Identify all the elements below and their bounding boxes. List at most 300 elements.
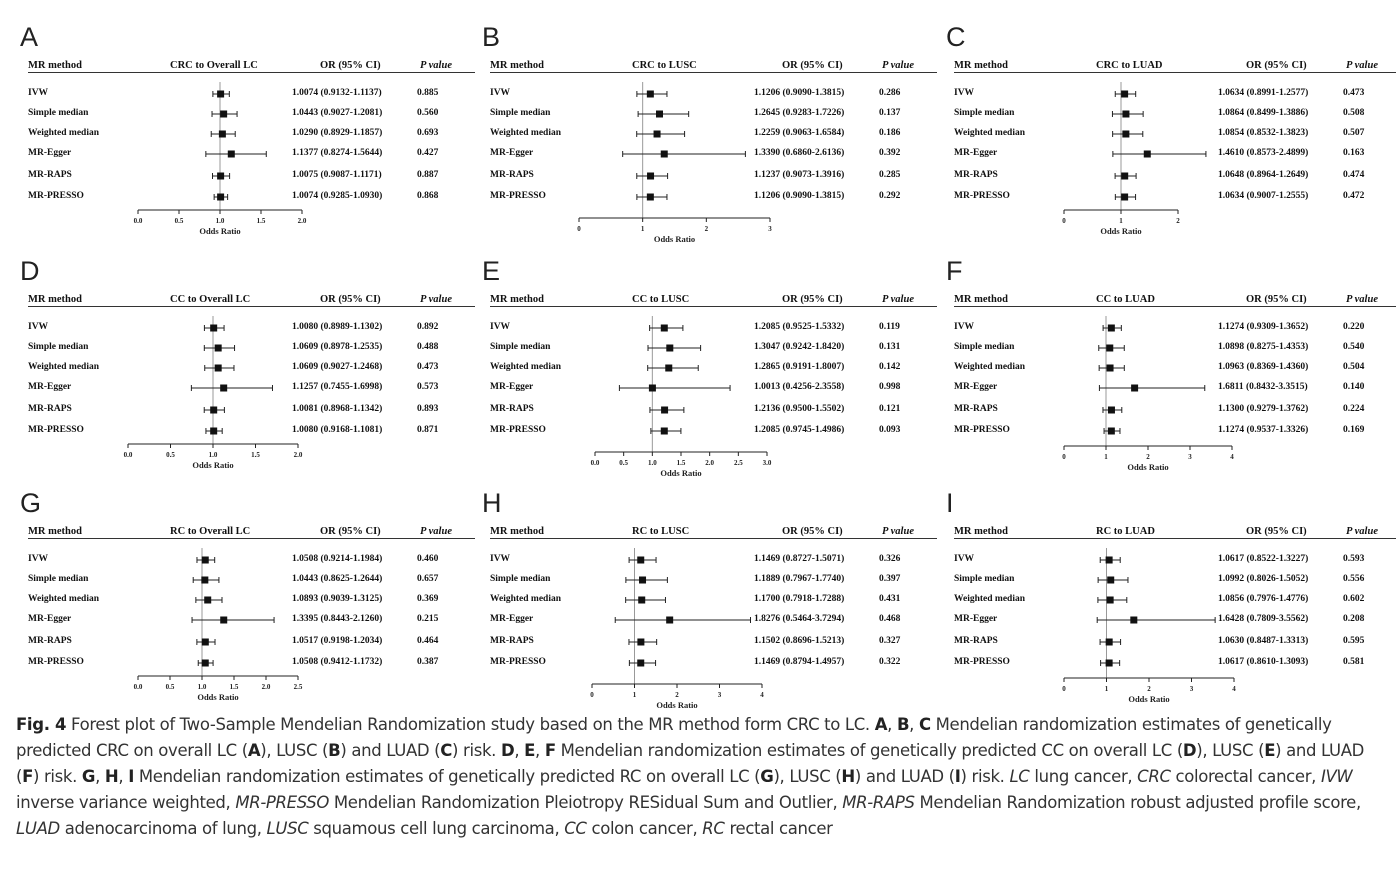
- header-or-ci: OR (95% CI): [1246, 60, 1307, 71]
- or-ci-value: 1.0074 (0.9132-1.1137): [292, 88, 382, 98]
- method-name: MR-RAPS: [954, 170, 998, 180]
- p-value: 0.285: [879, 170, 901, 180]
- method-name: MR-PRESSO: [490, 425, 546, 435]
- or-ci-value: 1.2085 (0.9525-1.5332): [754, 322, 845, 332]
- method-name: MR-PRESSO: [28, 657, 84, 667]
- or-ci-value: 1.8276 (0.5464-3.7294): [754, 614, 845, 624]
- or-ci-value: 1.0508 (0.9214-1.1984): [292, 554, 383, 564]
- method-name: Simple median: [954, 574, 1015, 584]
- p-value: 0.657: [417, 574, 439, 584]
- x-tick-label: 3: [768, 225, 772, 233]
- x-axis-label: Odds Ratio: [192, 460, 234, 470]
- caption-segment: CRC: [1137, 767, 1171, 786]
- caption-segment: colorectal cancer,: [1170, 767, 1321, 786]
- method-name: Simple median: [28, 574, 89, 584]
- forest-panel-i: [946, 488, 1396, 713]
- header-or-ci: OR (95% CI): [1246, 294, 1307, 305]
- x-tick-label: 1.5: [251, 451, 260, 459]
- or-ci-value: 1.0617 (0.8610-1.3093): [1218, 657, 1309, 667]
- method-name: IVW: [954, 322, 975, 332]
- p-value: 0.593: [1343, 554, 1365, 564]
- or-point: [210, 428, 217, 435]
- header-title: CC to LUSC: [632, 294, 690, 305]
- caption-segment: ) and LUAD (: [340, 741, 441, 760]
- caption-segment: LUAD: [16, 819, 60, 838]
- header-title: RC to LUAD: [1096, 526, 1155, 537]
- caption-segment: ), LUSC (: [773, 767, 842, 786]
- header-method: MR method: [490, 60, 544, 71]
- or-ci-value: 1.0617 (0.8522-1.3227): [1218, 554, 1309, 564]
- or-ci-value: 1.0992 (0.8026-1.5052): [1218, 574, 1309, 584]
- p-value: 0.488: [417, 342, 439, 352]
- p-value: 0.369: [417, 594, 439, 604]
- caption-segment: lung cancer,: [1029, 767, 1138, 786]
- header-p-value: P value: [1346, 526, 1378, 537]
- or-ci-value: 1.0634 (0.8991-1.2577): [1218, 88, 1309, 98]
- method-name: MR-Egger: [490, 148, 534, 158]
- x-tick-label: 0.5: [166, 451, 175, 459]
- x-tick-label: 0.0: [133, 683, 143, 691]
- caption-segment: RC: [702, 819, 725, 838]
- or-point: [1106, 639, 1113, 646]
- method-name: Weighted median: [490, 594, 561, 604]
- method-name: MR-Egger: [954, 148, 998, 158]
- header-p-value: P value: [882, 60, 914, 71]
- x-axis-label: Odds Ratio: [199, 226, 241, 236]
- or-ci-value: 1.1889 (0.7967-1.7740): [754, 574, 845, 584]
- header-method: MR method: [954, 294, 1008, 305]
- or-ci-value: 1.6811 (0.8432-3.3515): [1218, 382, 1308, 392]
- or-ci-value: 1.0443 (0.9027-1.2081): [292, 108, 383, 118]
- or-ci-value: 1.1274 (0.9309-1.3652): [1218, 322, 1309, 332]
- p-value: 0.507: [1343, 128, 1365, 138]
- or-point: [1107, 597, 1114, 604]
- p-value: 0.885: [417, 88, 439, 98]
- forest-plot: [20, 488, 475, 713]
- caption-segment: ), LUSC (: [1196, 741, 1265, 760]
- or-ci-value: 1.0630 (0.8487-1.3313): [1218, 636, 1309, 646]
- or-point: [638, 597, 645, 604]
- p-value: 0.892: [417, 322, 439, 332]
- p-value: 0.460: [417, 554, 439, 564]
- x-tick-label: 4: [760, 691, 764, 699]
- method-name: MR-RAPS: [28, 636, 72, 646]
- or-point: [666, 345, 673, 352]
- method-name: IVW: [490, 322, 511, 332]
- or-point: [201, 577, 208, 584]
- method-name: MR-PRESSO: [490, 191, 546, 201]
- method-name: IVW: [490, 88, 511, 98]
- x-tick-label: 1.5: [676, 459, 686, 467]
- or-ci-value: 1.2136 (0.9500-1.5502): [754, 404, 845, 414]
- p-value: 0.472: [1343, 191, 1365, 201]
- or-point: [1106, 557, 1113, 564]
- method-name: Weighted median: [28, 128, 99, 138]
- or-ci-value: 1.0898 (0.8275-1.4353): [1218, 342, 1309, 352]
- p-value: 0.142: [879, 362, 901, 372]
- caption-segment: A: [247, 741, 261, 760]
- or-ci-value: 1.0963 (0.8369-1.4360): [1218, 362, 1309, 372]
- caption-segment: Mendelian randomization estimates of genetically predicted CRC on overall LC (: [16, 715, 1332, 760]
- forest-plot: [20, 256, 475, 481]
- method-name: MR-RAPS: [954, 404, 998, 414]
- method-name: IVW: [490, 554, 511, 564]
- x-tick-label: 1: [632, 691, 637, 699]
- panel-letter: H: [482, 488, 502, 518]
- x-tick-label: 1: [1104, 453, 1108, 461]
- x-tick-label: 2: [704, 225, 709, 233]
- or-point: [217, 91, 224, 98]
- x-tick-label: 1.0: [647, 459, 657, 467]
- or-point: [1121, 194, 1128, 201]
- x-axis-label: Odds Ratio: [660, 468, 702, 478]
- method-name: MR-PRESSO: [954, 425, 1010, 435]
- method-name: MR-RAPS: [490, 170, 534, 180]
- header-or-ci: OR (95% CI): [320, 526, 381, 537]
- or-point: [217, 194, 224, 201]
- or-point: [639, 577, 646, 584]
- p-value: 0.868: [417, 191, 439, 201]
- or-ci-value: 1.0856 (0.7976-1.4776): [1218, 594, 1309, 604]
- p-value: 0.474: [1343, 170, 1365, 180]
- x-tick-label: 2: [675, 691, 679, 699]
- caption-segment: H: [104, 767, 119, 786]
- or-point: [217, 173, 224, 180]
- caption-segment: inverse variance weighted,: [16, 793, 236, 812]
- caption-segment: F: [544, 741, 556, 760]
- or-ci-value: 1.0609 (0.9027-1.2468): [292, 362, 383, 372]
- method-name: Weighted median: [954, 362, 1025, 372]
- forest-panel-f: [946, 256, 1396, 481]
- caption-segment: ) risk.: [960, 767, 1010, 786]
- or-point: [666, 617, 673, 624]
- x-tick-label: 2: [1146, 453, 1150, 461]
- or-point: [654, 131, 661, 138]
- or-point: [661, 325, 668, 332]
- x-tick-label: 3: [1189, 685, 1194, 693]
- p-value: 0.560: [417, 108, 439, 118]
- caption-segment: ) and LUAD (: [16, 741, 1365, 786]
- p-value: 0.119: [879, 322, 900, 332]
- forest-panel-h: [482, 488, 937, 713]
- header-method: MR method: [490, 526, 544, 537]
- header-title: RC to LUSC: [632, 526, 690, 537]
- or-point: [202, 660, 209, 667]
- method-name: Weighted median: [954, 128, 1025, 138]
- p-value: 0.169: [1343, 425, 1365, 435]
- x-tick-label: 3: [1188, 453, 1192, 461]
- p-value: 0.504: [1343, 362, 1365, 372]
- x-tick-label: 2.0: [705, 459, 715, 467]
- or-ci-value: 1.0648 (0.8964-1.2649): [1218, 170, 1309, 180]
- caption-segment: B: [896, 715, 910, 734]
- panel-letter: I: [946, 488, 954, 518]
- or-point: [637, 660, 644, 667]
- method-name: MR-Egger: [490, 382, 534, 392]
- p-value: 0.121: [879, 404, 901, 414]
- p-value: 0.473: [1343, 88, 1365, 98]
- x-tick-label: 1: [1119, 217, 1123, 225]
- method-name: MR-PRESSO: [954, 191, 1010, 201]
- caption-segment: Mendelian Randomization robust adjusted profile score,: [914, 793, 1361, 812]
- method-name: IVW: [28, 322, 49, 332]
- p-value: 0.431: [879, 594, 901, 604]
- panel-letter: E: [482, 256, 501, 286]
- x-tick-label: 1.5: [229, 683, 239, 691]
- x-tick-label: 0.0: [123, 451, 133, 459]
- x-tick-label: 0.0: [590, 459, 600, 467]
- p-value: 0.556: [1343, 574, 1365, 584]
- header-p-value: P value: [882, 526, 914, 537]
- method-name: Simple median: [28, 108, 89, 118]
- header-method: MR method: [28, 60, 82, 71]
- or-ci-value: 1.1206 (0.9090-1.3815): [754, 191, 845, 201]
- p-value: 0.392: [879, 148, 901, 158]
- or-point: [661, 428, 668, 435]
- or-point: [661, 407, 668, 414]
- caption-segment: MR-RAPS: [842, 793, 915, 812]
- or-point: [637, 557, 644, 564]
- caption-segment: G: [81, 767, 96, 786]
- or-point: [202, 639, 209, 646]
- caption-segment: I: [128, 767, 134, 786]
- or-ci-value: 1.0075 (0.9087-1.1171): [292, 170, 382, 180]
- forest-plot: [482, 22, 937, 247]
- or-point: [219, 131, 226, 138]
- x-tick-label: 3.0: [762, 459, 772, 467]
- or-ci-value: 1.3390 (0.6860-2.6136): [754, 148, 845, 158]
- caption-segment: Mendelian randomization estimates of genetically predicted RC on overall LC (: [133, 767, 761, 786]
- forest-plot: [482, 488, 937, 713]
- header-p-value: P value: [1346, 60, 1378, 71]
- or-ci-value: 1.1502 (0.8696-1.5213): [754, 636, 845, 646]
- method-name: MR-RAPS: [954, 636, 998, 646]
- p-value: 0.573: [417, 382, 439, 392]
- forest-panel-g: [20, 488, 475, 713]
- or-point: [220, 111, 227, 118]
- method-name: Simple median: [954, 342, 1015, 352]
- or-ci-value: 1.0443 (0.8625-1.2644): [292, 574, 383, 584]
- caption-segment: ,: [887, 715, 897, 734]
- method-name: MR-PRESSO: [28, 425, 84, 435]
- or-ci-value: 1.2865 (0.9191-1.8007): [754, 362, 845, 372]
- p-value: 0.871: [417, 425, 439, 435]
- or-ci-value: 1.0609 (0.8978-1.2535): [292, 342, 383, 352]
- x-axis-label: Odds Ratio: [197, 692, 239, 702]
- forest-plot: [946, 488, 1396, 713]
- or-point: [1131, 385, 1138, 392]
- or-point: [1121, 91, 1128, 98]
- caption-segment: adenocarcinoma of lung,: [59, 819, 267, 838]
- caption-segment: colon cancer,: [586, 819, 703, 838]
- or-ci-value: 1.1237 (0.9073-1.3916): [754, 170, 845, 180]
- method-name: MR-Egger: [954, 382, 998, 392]
- p-value: 0.893: [417, 404, 439, 414]
- or-ci-value: 1.0508 (0.9412-1.1732): [292, 657, 383, 667]
- x-tick-label: 1.0: [197, 683, 207, 691]
- or-ci-value: 1.3395 (0.8443-2.1260): [292, 614, 383, 624]
- x-tick-label: 3: [717, 691, 722, 699]
- caption-segment: Forest plot of Two-Sample Mendelian Randomization study based on the MR method form CRC to LC.: [66, 715, 875, 734]
- p-value: 0.208: [1343, 614, 1365, 624]
- or-ci-value: 1.1257 (0.7455-1.6998): [292, 382, 383, 392]
- x-tick-label: 0.5: [174, 217, 184, 225]
- method-name: MR-Egger: [28, 148, 72, 158]
- method-name: MR-Egger: [28, 382, 72, 392]
- caption-segment: E: [1264, 741, 1276, 760]
- method-name: MR-Egger: [490, 614, 534, 624]
- method-name: MR-PRESSO: [28, 191, 84, 201]
- header-title: CC to LUAD: [1096, 294, 1155, 305]
- or-ci-value: 1.1206 (0.9090-1.3815): [754, 88, 845, 98]
- or-point: [210, 407, 217, 414]
- or-ci-value: 1.2259 (0.9063-1.6584): [754, 128, 845, 138]
- x-tick-label: 1: [640, 225, 645, 233]
- method-name: Simple median: [490, 108, 551, 118]
- p-value: 0.286: [879, 88, 901, 98]
- p-value: 0.163: [1343, 148, 1365, 158]
- caption-segment: ) risk.: [33, 767, 82, 786]
- method-name: MR-PRESSO: [954, 657, 1010, 667]
- forest-plot: [946, 22, 1396, 247]
- or-point: [649, 385, 656, 392]
- or-ci-value: 1.0074 (0.9285-1.0930): [292, 191, 383, 201]
- method-name: MR-RAPS: [490, 636, 534, 646]
- or-ci-value: 1.0081 (0.8968-1.1342): [292, 404, 383, 414]
- x-tick-label: 1.0: [215, 217, 225, 225]
- or-ci-value: 1.0517 (0.9198-1.2034): [292, 636, 383, 646]
- method-name: MR-RAPS: [28, 404, 72, 414]
- p-value: 0.427: [417, 148, 439, 158]
- p-value: 0.387: [417, 657, 439, 667]
- p-value: 0.581: [1343, 657, 1365, 667]
- p-value: 0.215: [417, 614, 439, 624]
- or-ci-value: 1.1469 (0.8727-1.5071): [754, 554, 845, 564]
- p-value: 0.131: [879, 342, 901, 352]
- or-ci-value: 1.0290 (0.8929-1.1857): [292, 128, 383, 138]
- x-tick-label: 2.0: [293, 451, 303, 459]
- or-ci-value: 1.0634 (0.9007-1.2555): [1218, 191, 1309, 201]
- panel-letter: F: [946, 256, 963, 286]
- panel-letter: B: [482, 22, 501, 52]
- caption-segment: ,: [118, 767, 129, 786]
- p-value: 0.186: [879, 128, 901, 138]
- or-point: [1108, 325, 1115, 332]
- header-method: MR method: [28, 526, 82, 537]
- method-name: Weighted median: [490, 362, 561, 372]
- x-tick-label: 4: [1230, 453, 1234, 461]
- header-p-value: P value: [420, 294, 452, 305]
- x-tick-label: 0.5: [165, 683, 175, 691]
- caption-segment: IVW: [1320, 767, 1353, 786]
- caption-segment: ,: [909, 715, 919, 734]
- caption-segment: B: [328, 741, 341, 760]
- or-point: [1121, 173, 1128, 180]
- p-value: 0.322: [879, 657, 901, 667]
- header-or-ci: OR (95% CI): [320, 294, 381, 305]
- caption-segment: ) risk.: [452, 741, 501, 760]
- or-point: [1106, 345, 1113, 352]
- p-value: 0.397: [879, 574, 901, 584]
- header-or-ci: OR (95% CI): [320, 60, 381, 71]
- method-name: Weighted median: [28, 594, 99, 604]
- method-name: Weighted median: [28, 362, 99, 372]
- x-tick-label: 1.0: [208, 451, 218, 459]
- method-name: MR-RAPS: [490, 404, 534, 414]
- x-tick-label: 2: [1176, 217, 1180, 225]
- x-axis-label: Odds Ratio: [656, 700, 698, 710]
- or-ci-value: 1.0893 (0.9039-1.3125): [292, 594, 383, 604]
- p-value: 0.093: [879, 425, 901, 435]
- x-tick-label: 0: [590, 691, 594, 699]
- p-value: 0.140: [1343, 382, 1365, 392]
- or-point: [210, 325, 217, 332]
- p-value: 0.998: [879, 382, 901, 392]
- or-ci-value: 1.1469 (0.8794-1.4957): [754, 657, 845, 667]
- header-method: MR method: [954, 60, 1008, 71]
- or-ci-value: 1.1274 (0.9537-1.3326): [1218, 425, 1309, 435]
- or-ci-value: 1.0013 (0.4256-2.3558): [754, 382, 845, 392]
- method-name: MR-RAPS: [28, 170, 72, 180]
- caption-segment: I: [954, 767, 961, 786]
- method-name: IVW: [28, 554, 49, 564]
- or-ci-value: 1.1700 (0.7918-1.7288): [754, 594, 845, 604]
- x-axis-label: Odds Ratio: [1128, 694, 1170, 704]
- method-name: MR-PRESSO: [490, 657, 546, 667]
- caption-segment: D: [500, 741, 515, 760]
- p-value: 0.327: [879, 636, 901, 646]
- x-axis-label: Odds Ratio: [1100, 226, 1142, 236]
- x-tick-label: 0: [1062, 453, 1066, 461]
- x-tick-label: 2.0: [297, 217, 307, 225]
- x-axis-label: Odds Ratio: [653, 234, 696, 244]
- header-method: MR method: [490, 294, 544, 305]
- panel-letter: D: [20, 256, 40, 286]
- p-value: 0.464: [417, 636, 439, 646]
- or-ci-value: 1.1300 (0.9279-1.3762): [1218, 404, 1309, 414]
- caption-segment: A: [874, 715, 888, 734]
- figure-label: Fig. 4: [16, 715, 67, 734]
- header-or-ci: OR (95% CI): [782, 294, 843, 305]
- caption-segment: C: [440, 741, 453, 760]
- or-point: [647, 194, 654, 201]
- method-name: Weighted median: [490, 128, 561, 138]
- method-name: Weighted median: [954, 594, 1025, 604]
- header-or-ci: OR (95% CI): [1246, 526, 1307, 537]
- panel-letter: C: [946, 22, 966, 52]
- x-tick-label: 2.5: [293, 683, 303, 691]
- or-point: [1107, 577, 1114, 584]
- caption-segment: CC: [564, 819, 587, 838]
- method-name: Simple median: [954, 108, 1015, 118]
- header-method: MR method: [954, 526, 1008, 537]
- or-ci-value: 1.2645 (0.9283-1.7226): [754, 108, 845, 118]
- p-value: 0.540: [1343, 342, 1365, 352]
- or-ci-value: 1.4610 (0.8573-2.4899): [1218, 148, 1309, 158]
- caption-segment: Mendelian randomization estimates of genetically predicted CC on overall LC (: [555, 741, 1183, 760]
- p-value: 0.224: [1343, 404, 1365, 414]
- p-value: 0.137: [879, 108, 901, 118]
- method-name: IVW: [954, 554, 975, 564]
- method-name: Simple median: [490, 574, 551, 584]
- method-name: IVW: [954, 88, 975, 98]
- or-point: [215, 365, 222, 372]
- or-point: [647, 173, 654, 180]
- header-title: CRC to LUSC: [632, 60, 697, 71]
- or-point: [220, 385, 227, 392]
- caption-segment: MR-PRESSO: [235, 793, 330, 812]
- or-point: [1122, 131, 1129, 138]
